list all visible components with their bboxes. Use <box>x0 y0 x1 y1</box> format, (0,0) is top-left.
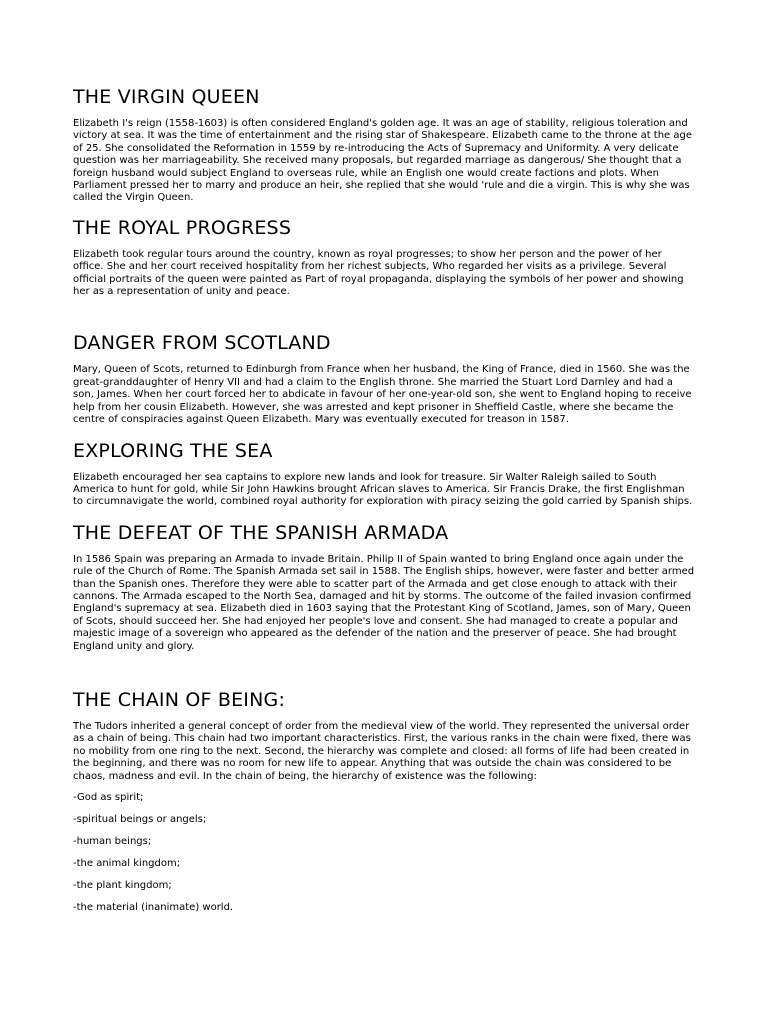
spacer <box>73 205 695 217</box>
spacer <box>73 783 695 792</box>
section-paragraph: Mary, Queen of Scots, returned to Edinburgh from France when her husband, the King of France, died in 1560. She was the great-granddaughter of Henry VII and had a claim to the English throne. She married the Stuart Lord Darnley and had a son, James. When her court forced her to abdicate in favour of her one-year-old son, she went to England hoping to receive help from her cousin Elizabeth. However, she was arrested and kept prisoner in Sheffield Castle, where she became the centre of conspiracies against Queen Elizabeth. Mary was eventually executed for treason in 1587. <box>73 364 692 426</box>
section-paragraph: Elizabeth encouraged her sea captains to explore new lands and look for treasure. Sir Walter Raleigh sailed to South America to hunt for gold, while Sir John Hawkins brought African slaves to America. Sir Francis Drake, the first Englishman to circumnavigate the world, combined royal authority for exploration with piracy seizing the gold carried by Spanish ships. <box>73 471 693 508</box>
section-danger-from-scotland <box>73 332 695 426</box>
list-item: -the plant kingdom; <box>73 880 172 891</box>
section-chain-of-being <box>73 689 695 914</box>
section-paragraph: Elizabeth took regular tours around the country, known as royal progresses; to show her person and the power of her office. She and her court received hospitality from her richest subjects, Who regarded her visits as a privilege. Several official portraits of the queen were painted as Part of royal propaganda, displaying the symbols of her power and showing her as a representation of unity and peace. <box>73 248 684 298</box>
section-royal-progress <box>73 217 695 299</box>
list-item: -God as spirit; <box>73 792 144 803</box>
section-heading: THE ROYAL PROGRESS <box>73 216 292 239</box>
spacer <box>73 653 695 689</box>
section-heading: THE CHAIN OF BEING: <box>73 688 286 711</box>
document-page <box>73 86 695 924</box>
chain-of-being-list <box>73 792 695 914</box>
section-heading: THE VIRGIN QUEEN <box>73 86 260 108</box>
list-item: -spiritual beings or angels; <box>73 814 207 825</box>
section-exploring-the-sea <box>73 440 695 509</box>
spacer <box>73 427 695 440</box>
spacer <box>73 298 695 332</box>
section-heading: DANGER FROM SCOTLAND <box>73 332 331 355</box>
list-item: -the animal kingdom; <box>73 858 181 869</box>
list-item: -human beings; <box>73 836 152 847</box>
section-heading: THE DEFEAT OF THE SPANISH ARMADA <box>73 521 449 544</box>
section-spanish-armada <box>73 522 695 653</box>
spacer <box>73 509 695 522</box>
section-virgin-queen <box>73 86 695 205</box>
section-paragraph: In 1586 Spain was preparing an Armada to invade Britain. Philip II of Spain wanted to bring England once again under the rule of the Church of Rome. The Spanish Armada set sail in 1588. The English ships, however, were faster and better armed than the Spanish ones. Therefore they were able to scatter part of the Armada and get close enough to attack with their cannons. The Armada escaped to the North Sea, damaged and hit by storms. The outcome of the failed invasion confirmed England's supremacy at sea. Elizabeth died in 1603 saying that the Protestant King of Scotland, James, son of Mary, Queen of Scots, should succeed her. She had enjoyed her people's love and consent. She had managed to create a popular and majestic image of a sovereign who appeared as the defender of the nation and the preserver of peace. She had brought England unity and glory. <box>73 553 695 652</box>
section-paragraph: Elizabeth I's reign (1558-1603) is often considered England's golden age. It was an age of stability, religious toleration and victory at sea. It was the time of entertainment and the rising star of Shakespeare. Elizabeth came to the throne at the age of 25. She consolidated the Reformation in 1559 by re-introducing the Acts of Supremacy and Uniformity. A very delicate question was her marriageability. She received many proposals, but regarded marriage as dangerous/ She thought that a foreign husband would subject England to overseas rule, while an English one would create factions and plots. When Parliament pressed her to marry and produce an heir, she replied that she would 'rule and die a virgin. This is why she was called the Virgin Queen. <box>73 118 693 204</box>
section-heading: EXPLORING THE SEA <box>73 439 273 462</box>
list-item: -the material (inanimate) world. <box>73 902 234 913</box>
section-paragraph: The Tudors inherited a general concept of order from the medieval view of the world. They represented the universal order as a chain of being. This chain had two important characteristics. First, the various ranks in the chain were fixed, there was no mobility from one ring to the next. Second, the hierarchy was complete and closed: all forms of life had been created in the beginning, and there was no room for new life to appear. Anything that was outside the chain was considered to be chaos, madness and evil. In the chain of being, the hierarchy of existence was the following: <box>73 720 691 782</box>
